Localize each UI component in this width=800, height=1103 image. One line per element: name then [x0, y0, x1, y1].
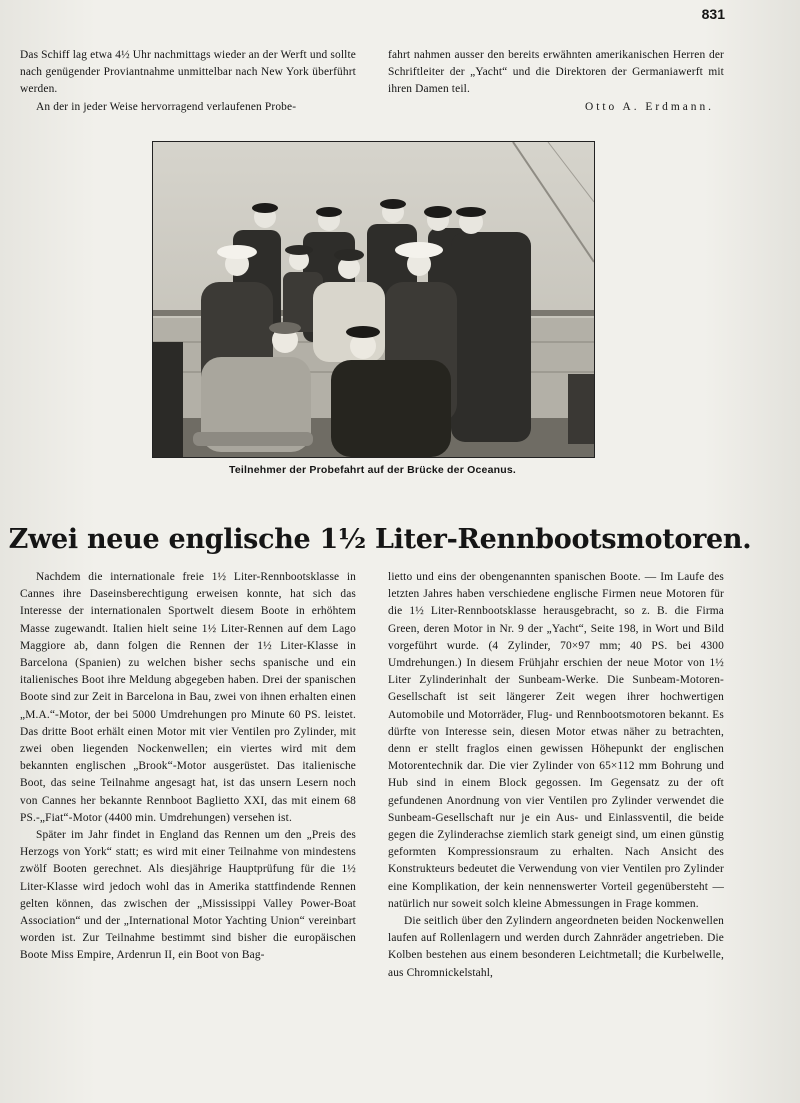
- paragraph: fahrt nahmen ausser den bereits erwähnten amerikanischen Herren der Schriftleiter der „Yacht“ und die Direktoren der Germaniawerft mit ihren Damen teil.: [388, 49, 724, 96]
- paragraph: Nachdem die internationale freie 1½ Liter-Rennbootsklasse in Cannes ihre Daseinsberechtigung erweisen konnte, hat sich das Interesse der internationalen Sportwelt diesem Boote in erhöhtem Masse zugewandt. Italien hielt seine 1½ Liter-Rennen auf dem Lago Maggiore ab, dann folgen die Rennen der 1½ Liter-Klasse in Barcelona (Spanien) zu welchen bisher sechs spanische und ein italienisches Boot ihre Meldung abgegeben haben. Drei der spanischen Boote sind zur Zeit in Barcelona in Bau, zwei von ihnen erhalten einen „M.A.“-Motor, der bei 5000 Umdrehungen pro Minute 60 PS. leistet. Das dritte Boot erhält einen Motor mit vier Ventilen pro Zylinder, mit zwei oben liegenden Nockenwellen; ein viertes wird mit dem bekannten englischen „Brook“-Motor ausgerüstet. Das italienische Boot, das seine Teilnahme angesagt hat, ist das unsern Lesern noch von Cannes her bekannte Rennboot Baglietto XXI, das mit einem 68 PS.-„Fiat“-Motor (4400 min. Umdrehungen) versehen ist.: [20, 571, 356, 824]
- article-left-column: [20, 569, 356, 965]
- photo-caption: Teilnehmer der Probefahrt auf der Brücke der Oceanus.: [229, 464, 516, 476]
- group-photograph: [152, 141, 595, 458]
- paragraph: Das Schiff lag etwa 4½ Uhr nachmittags wieder an der Werft und sollte nach genügender Proviantnahme unmittelbar nach New York überführt werden.: [20, 49, 356, 96]
- top-left-column: [20, 47, 356, 116]
- page-number: 831: [701, 6, 725, 22]
- photograph-image: [153, 142, 594, 457]
- paragraph: Später im Jahr findet in England das Rennen um den „Preis des Herzogs von York“ statt; es wird mit einer Teilnahme von mindestens zwölf Booten gerechnet. Als diesjährige Hauptprüfung für die 1½ Liter-Klasse wird jedoch wohl das in Amerika stattfindende Rennen gelten können, das zwischen der „Mississippi Valley Power-Boat Association“ und der „International Motor Yachting Union“ vereinbart worden ist. Zur Teilnahme bestimmt sind bisher die europäischen Boote Miss Empire, Ardenrun II, ein Boot von Bag-: [20, 829, 356, 962]
- top-right-column: [388, 47, 724, 116]
- article-headline: Zwei neue englische 1½ Liter-Rennbootsmotoren.: [8, 524, 752, 555]
- article-right-column: [388, 569, 724, 982]
- paragraph: An der in jeder Weise hervorragend verlaufenen Probe-: [36, 100, 297, 113]
- author-signature: Otto A. Erdmann.: [585, 100, 714, 113]
- paragraph: Die seitlich über den Zylindern angeordneten beiden Nockenwellen laufen auf Rollenlagern und werden durch Zahnräder angetrieben. Die Kolben bestehen aus einem besonderen Leichtmetall; die Kurbelwelle, aus Chromnickelstahl,: [388, 915, 724, 979]
- paragraph: lietto und eins der obengenannten spanischen Boote. — Im Laufe des letzten Jahres haben verschiedene englische Firmen neue Motoren für die 1½ Liter-Rennbootsklasse herausgebracht, so z. B. die Firma Green, deren Motor in Nr. 9 der „Yacht“, Seite 198, in Wort und Bild vorgeführt wurde. (4 Zylinder, 70×97 mm; 40 PS. bei 4300 Umdrehungen.) In diesem Frühjahr erschien der neue Motor von 1½ Liter Zylinderinhalt der Sunbeam-Werke. Die Sunbeam-Motoren-Gesellschaft ist seit längerer Zeit wegen ihrer hochwertigen Automobile und Motorräder, Flug- und Rennbootsmotoren bekannt. Es dürfte von Interesse sein, diesen Motor etwas näher zu betrachten, denn er stellt fraglos einen gewissen Höhepunkt der englischen Motorentechnik dar. Die vier Zylinder von 65×112 mm Bohrung und Hub sind in einem Block gegossen. Im Gegensatz zu der oft gefundenen Anordnung von vier Ventilen pro Zylinder verwendet die Sunbeam-Gesellschaft nur je ein Aus- und Einlassventil, die beide gegen die Zylinderachse ziemlich stark geneigt sind, um einen günstig geformten Kompressionsraum zu erhalten. Nach Ansicht des Konstrukteurs bedeutet die Verwendung von vier Ventilen pro Zylinder eine Komplikation, der kein nennenswerter Vorteil gegenübersteht — natürlich nur soweit solch kleine Abmessungen in Frage kommen.: [388, 571, 724, 910]
